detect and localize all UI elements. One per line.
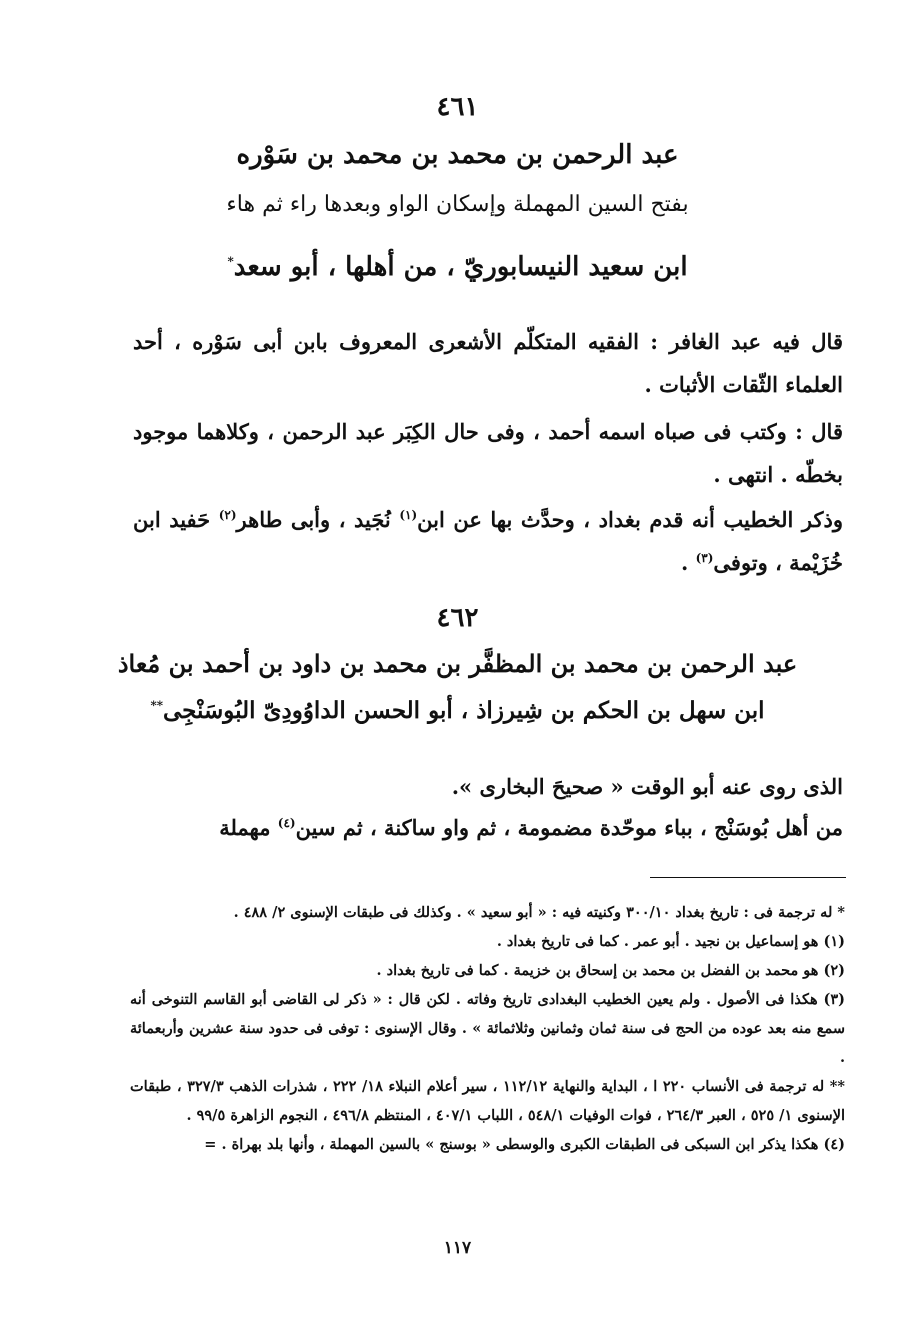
footnote-ref-4: (٤) xyxy=(277,816,296,830)
entry-461-nisba-text: ابن سعيد النيسابوريّ ، من أهلها ، أبو سعد xyxy=(233,252,688,282)
entry-462-lineage xyxy=(100,697,815,725)
entry-number-462: ٤٦٢ xyxy=(436,603,479,633)
footnotes xyxy=(130,898,845,1159)
footnote-marker-double-star: ** xyxy=(150,698,164,713)
khatib-text-1: وذكر الخطيب أنه قدم بغداد ، وحدَّث بها عن ابن xyxy=(417,507,843,532)
entry-number-461: ٤٦١ xyxy=(436,92,479,122)
bushanj-text-2: مهملة xyxy=(219,815,278,840)
footnote-double-star: ** له ترجمة فى الأنساب ٢٢٠ ا ، البداية والنهاية ١١٢/١٢ ، سير أعلام النبلاء ١٨/ ٢٢٢ ، شذرات الذهب ٣٢٧/٣ ، طبقات الإسنوى ١/ ٥٢٥ ، العبر ٢٦٤/٣ ، فوات الوفيات ٥٤٨/١ ، اللباب ٤٠٧/١ ، المنتظم ٤٩٦/٨ ، النجوم الزاهرة ٩٩/٥ . xyxy=(130,1078,845,1124)
footnote-2: (٢) هو محمد بن الفضل بن محمد بن إسحاق بن خزيمة . كما فى تاريخ بغداد . xyxy=(376,962,845,979)
footnote-ref-1: (١) xyxy=(399,508,418,522)
footnote-1: (١) هو إسماعيل بن نجيد . أبو عمر . كما فى تاريخ بغداد . xyxy=(496,933,845,950)
footnote-4: (٤) هكذا يذكر ابن السبكى فى الطبقات الكبرى والوسطى « بوسنج » بالسين المهملة ، وأنها بلد بهراة . = xyxy=(204,1136,845,1153)
entry-462-name: عبد الرحمن بن محمد بن المظفَّر بن محمد بن داود بن أحمد بن مُعاذ xyxy=(117,649,798,678)
page-number: ١١٧ xyxy=(443,1238,472,1258)
paragraph-handwriting: قال : وكتب فى صباه اسمه أحمد ، وفى حال الكِبَر عبد الرحمن ، وكلاهما موجود بخطّه . انتهى . xyxy=(133,419,843,487)
paragraph-abd-al-ghafir: قال فيه عبد الغافر : الفقيه المتكلّم الأشعرى المعروف بابن أبى سَوْره ، أحد العلماء الثّقات الأثبات . xyxy=(133,329,843,397)
footnote-ref-2: (٢) xyxy=(218,508,237,522)
footnote-star: * له ترجمة فى : تاريخ بغداد ٣٠٠/١٠ وكنيته فيه : « أبو سعيد » . وكذلك فى طبقات الإسنوى ٢/ ٤٨٨ . xyxy=(233,904,845,921)
khatib-text-2: نُجَيد ، وأبى طاهر xyxy=(236,507,400,532)
entry-462-lineage-text: ابن سهل بن الحكم بن شِيرزاذ ، أبو الحسن الداوُودِىّ البُوسَنْجِى xyxy=(163,697,765,724)
entry-461-vocalization-note: بفتح السين المهملة وإسكان الواو وبعدها راء ثم هاء xyxy=(226,192,689,217)
khatib-text-3: حَفيد ابن خُزَيْمة ، وتوفى xyxy=(133,507,843,575)
entry-461-nisba xyxy=(100,252,815,283)
khatib-text-4: . xyxy=(680,550,696,575)
footnote-separator xyxy=(650,877,846,878)
bushanj-text-1: من أهل بُوسَنْج ، بباء موحّدة مضمومة ، ثم واو ساكنة ، ثم سين xyxy=(295,815,843,840)
entry-461-name: عبد الرحمن بن محمد بن محمد بن سَوْره xyxy=(236,140,679,170)
paragraph-khatib xyxy=(133,498,843,584)
footnote-3: (٣) هكذا فى الأصول . ولم يعين الخطيب البغدادى تاريخ وفاته . لكن قال : « ذكر لى القاضى أبو القاسم التنوخى أنه سمع منه بعد عوده من الحج فى سنة ثمان وثمانين وثلاثمائة » . وقال الإسنوى : توفى فى حدود سنة عشرين وأربعمائة . xyxy=(130,991,845,1066)
footnote-marker-star: * xyxy=(227,254,234,269)
paragraph-bushanj xyxy=(133,806,843,849)
paragraph-abu-al-waqt: الذى روى عنه أبو الوقت « صحيحَ البخارى ». xyxy=(451,774,843,799)
footnote-ref-3: (٣) xyxy=(695,551,714,565)
